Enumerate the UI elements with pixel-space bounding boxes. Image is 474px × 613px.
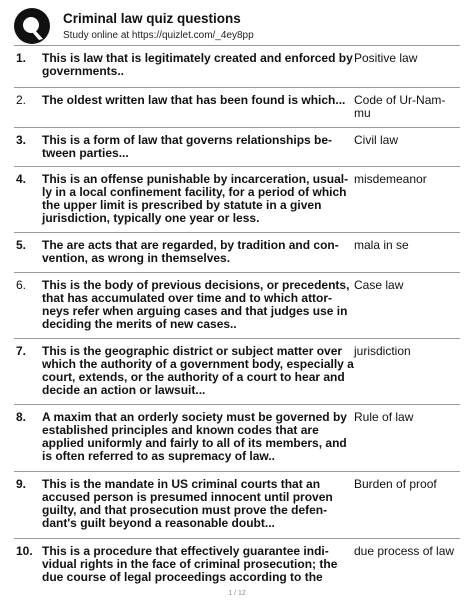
item-answer: jurisdiction — [354, 344, 411, 358]
item-question: This is the mandate in US criminal courts that an accused person is presumed innocent until proven guilty, and that prosecution must prove the defen-dant's guilt beyond a reasonable doubt... — [42, 477, 333, 530]
item-number: 8. — [16, 410, 27, 424]
item-answer: Positive law — [354, 51, 418, 65]
item-number: 9. — [16, 477, 27, 491]
list-item — [14, 46, 460, 88]
list-item — [14, 472, 460, 539]
list-item — [14, 405, 460, 472]
item-answer: Civil law — [354, 133, 399, 147]
item-number: 4. — [16, 172, 27, 186]
item-question: This is law that is legitimately created and enforced by governments.. — [42, 51, 353, 78]
item-answer: Rule of law — [354, 410, 414, 424]
list-item — [14, 233, 460, 273]
list-item — [14, 339, 460, 405]
item-question: This is the body of previous decisions, or precedents, that has accumulated over time and to which attor-neys refer when arguing cases and that judges use in deciding the merits of new cases.. — [42, 278, 350, 331]
item-answer: Case law — [354, 278, 404, 292]
item-question: This is an offense punishable by incarceration, usual-ly in a local confinement facility, for a period of which the upper limit is prescribed by statute in a given jurisdiction, typically one year or less. — [42, 172, 349, 225]
item-answer: Code of Ur-Nam-mu — [354, 93, 446, 120]
list-item — [14, 273, 460, 339]
item-number: 10. — [16, 544, 33, 558]
item-question: The oldest written law that has been found is which... — [42, 93, 346, 107]
item-answer: due process of law — [354, 544, 455, 558]
item-question: The are acts that are regarded, by tradition and con-vention, as wrong in themselves. — [42, 238, 339, 265]
item-number: 3. — [16, 133, 27, 147]
study-link[interactable]: Study online at https://quizlet.com/_4ey8pp — [63, 30, 254, 41]
header — [14, 8, 460, 44]
list-item — [14, 88, 460, 128]
item-question: This is a procedure that effectively guarantee indi-vidual rights in the face of criminal prosecution; the due course of legal proceedings according to the — [42, 544, 338, 584]
page-indicator: 1 / 12 — [228, 590, 246, 597]
list-item — [14, 128, 460, 167]
item-question: This is a form of law that governs relationships be-tween parties... — [42, 133, 333, 160]
item-question: A maxim that an orderly society must be governed by established principles and known codes that are applied uniformly and fairly to all of its members, and is often referred to as supremacy of law.. — [42, 410, 347, 463]
item-answer: misdemeanor — [354, 172, 427, 186]
document-title: Criminal law quiz questions — [63, 11, 241, 26]
item-answer: mala in se — [354, 238, 409, 252]
item-number: 1. — [16, 51, 27, 65]
item-number: 6. — [16, 278, 27, 292]
item-question: This is the geographic district or subject matter over which the authority of a government body, especially a court, extends, or the authority of a court to hear and decide an action or lawsuit... — [42, 344, 354, 397]
item-number: 7. — [16, 344, 27, 358]
quiz-list — [14, 45, 460, 593]
item-answer: Burden of proof — [354, 477, 437, 491]
list-item — [14, 539, 460, 593]
list-item — [14, 167, 460, 233]
quizlet-logo-icon — [14, 8, 50, 44]
item-number: 5. — [16, 238, 27, 252]
item-number: 2. — [16, 93, 27, 107]
